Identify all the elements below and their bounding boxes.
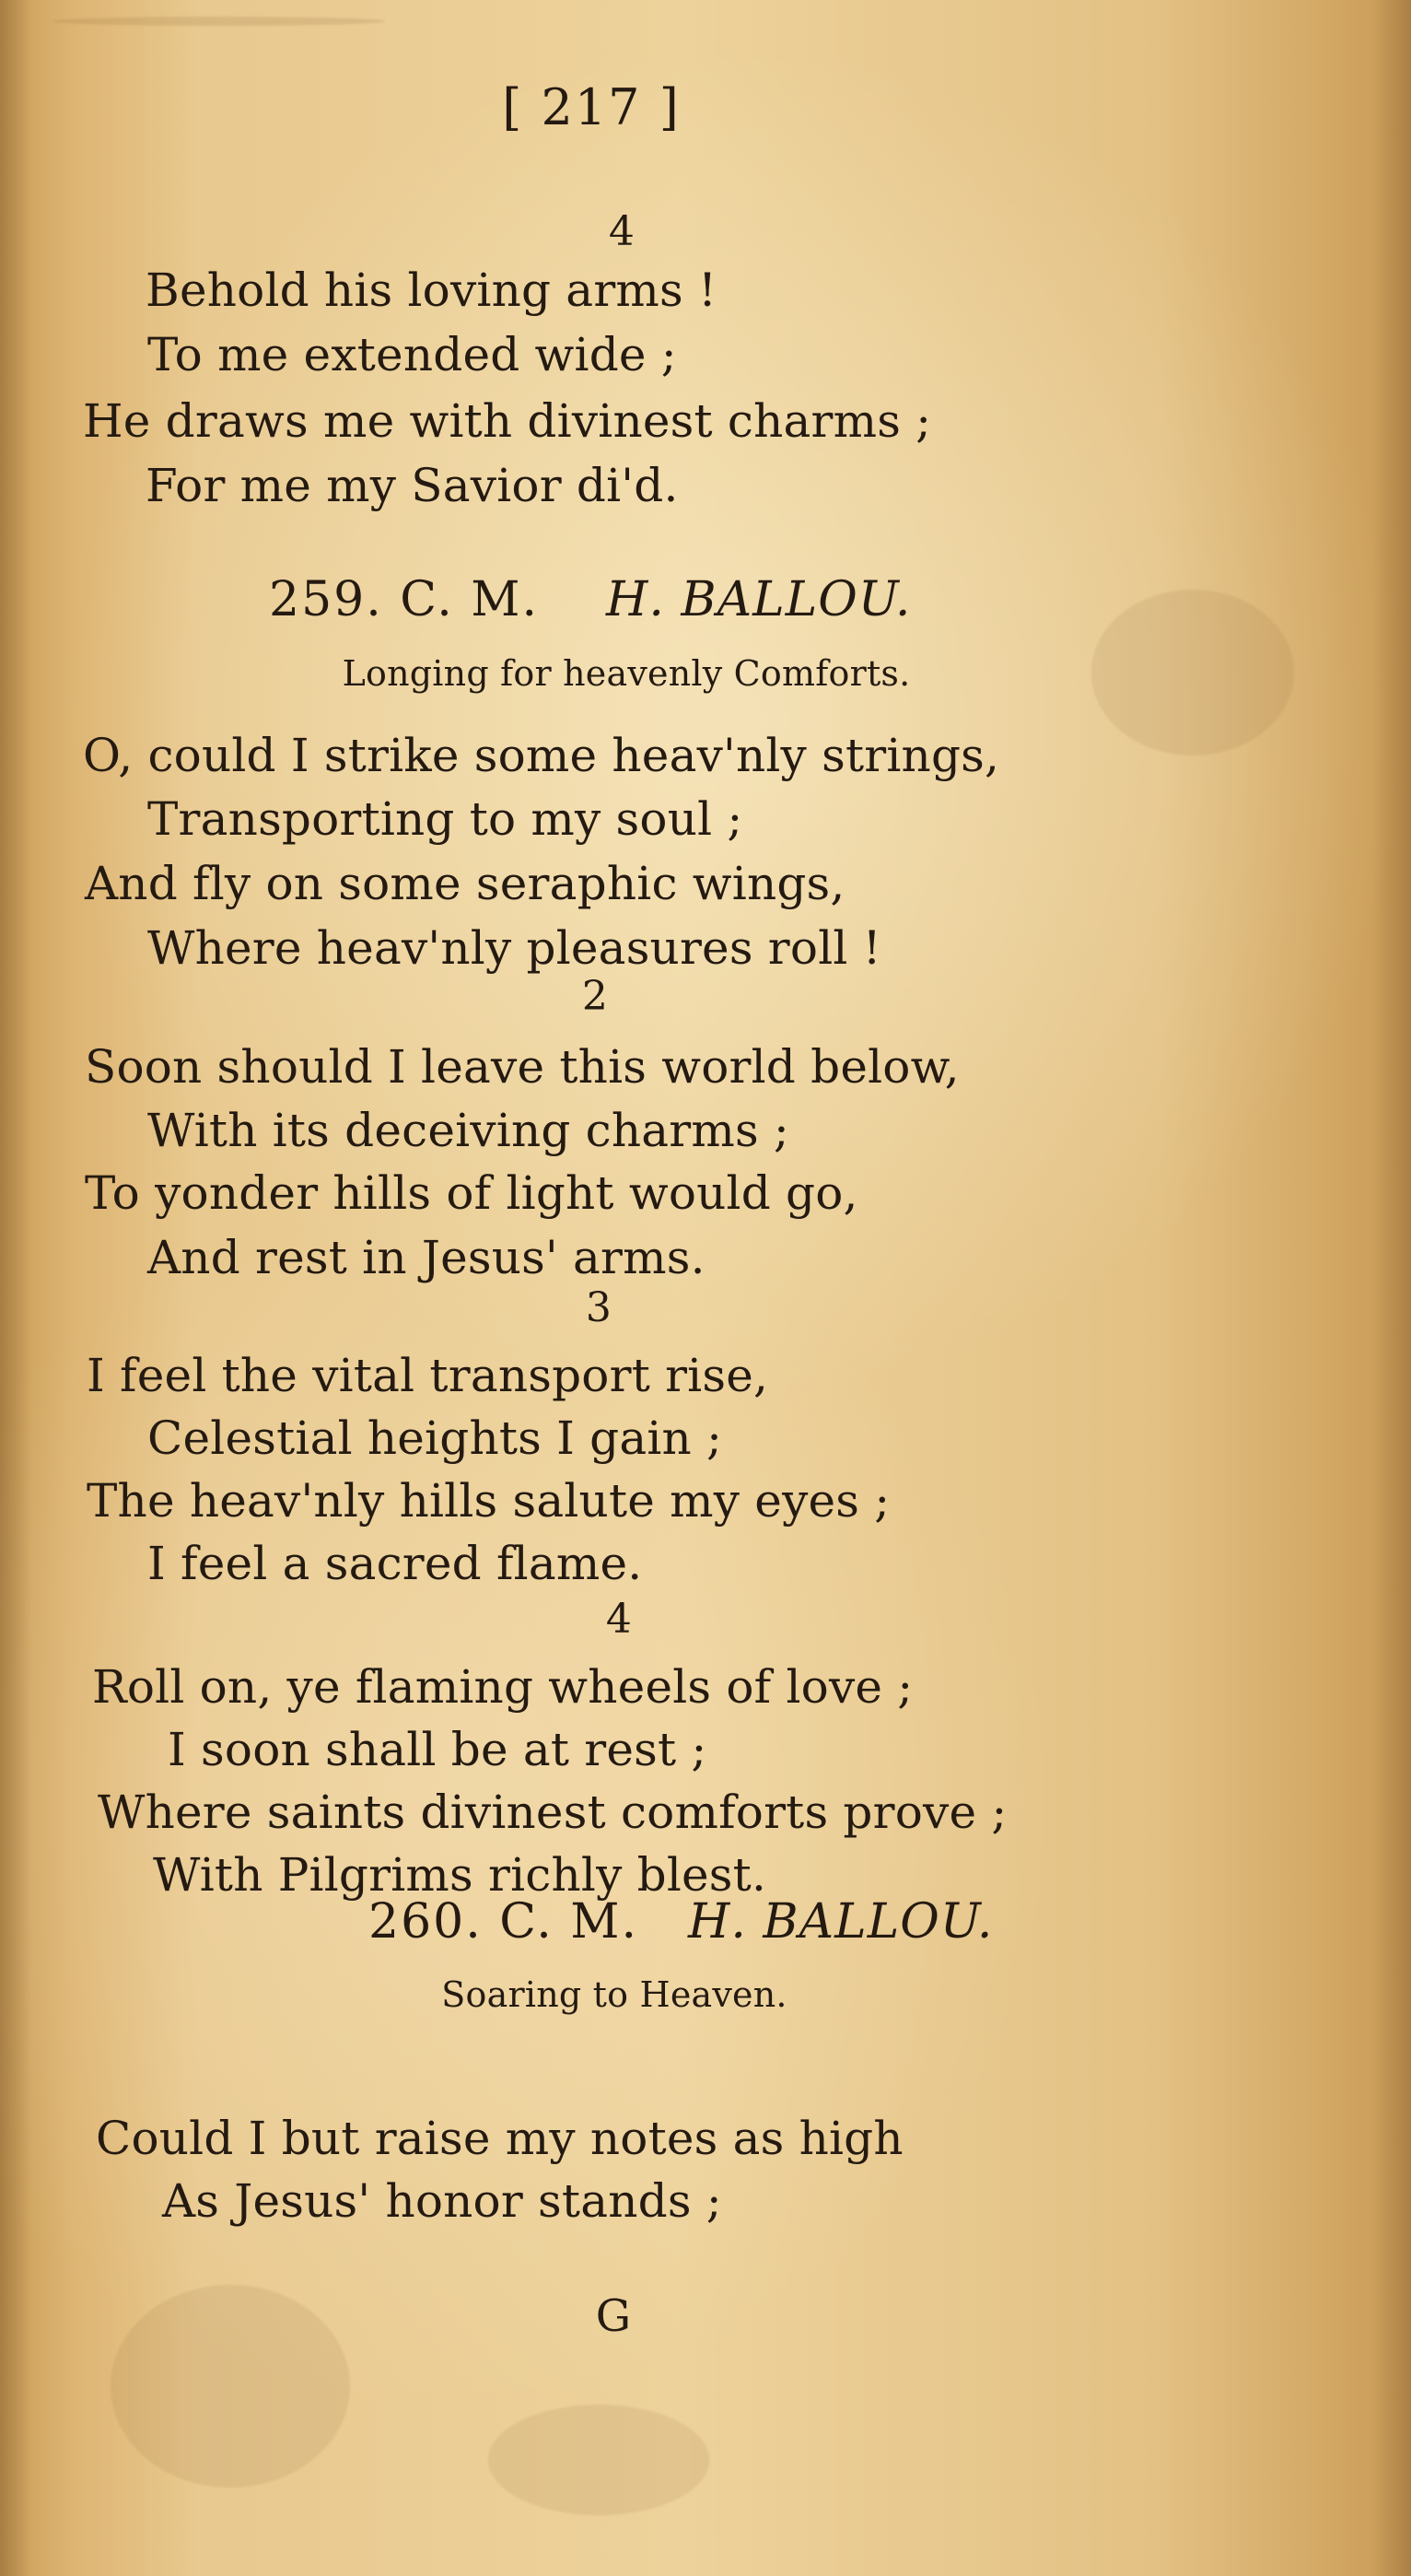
verse-line: Celestial heights I gain ; — [147, 1411, 723, 1465]
verse-line: O, could I strike some heav'nly strings, — [83, 729, 1000, 782]
verse-line: As Jesus' honor stands ; — [162, 2174, 722, 2228]
hymn-number-meter: 260. C. M. — [368, 1894, 639, 1950]
hymn-number-meter: 259. C. M. — [269, 572, 540, 627]
verse-line: And rest in Jesus' arms. — [147, 1231, 706, 1284]
stanza-number: 3 — [585, 1284, 612, 1331]
stanza-number: 2 — [581, 973, 609, 1020]
verse-line: I feel the vital transport rise, — [87, 1349, 769, 1402]
verse-line: I soon shall be at rest ; — [168, 1723, 707, 1776]
verse-line: Soon should I leave this world below, — [85, 1040, 960, 1094]
verse-line: With Pilgrims richly blest. — [153, 1848, 767, 1902]
verse-line: To yonder hills of light would go, — [85, 1166, 858, 1220]
verse-line: To me extended wide ; — [147, 328, 677, 381]
verse-line: Where saints divinest comforts prove ; — [98, 1786, 1008, 1839]
verse-line: He draws me with divinest charms ; — [83, 394, 932, 448]
hymn-author: H. BALLOU. — [688, 1894, 994, 1950]
paper-stain — [1091, 590, 1294, 755]
stanza-number: 4 — [608, 208, 636, 255]
paper-stain — [488, 2405, 709, 2515]
paper-stain — [111, 2285, 350, 2488]
verse-line: The heav'nly hills salute my eyes ; — [87, 1474, 891, 1528]
verse-line: Where heav'nly pleasures roll ! — [147, 921, 881, 975]
paper-stain — [53, 17, 385, 26]
stanza-number: 4 — [605, 1596, 633, 1643]
verse-line: Roll on, ye flaming wheels of love ; — [92, 1660, 914, 1714]
verse-line: I feel a sacred flame. — [147, 1537, 643, 1590]
hymn-subtitle: Soaring to Heaven. — [441, 1974, 787, 2015]
verse-line: With its deceiving charms ; — [147, 1104, 789, 1157]
page-number: [ 217 ] — [502, 78, 681, 136]
verse-line: Behold his loving arms ! — [146, 263, 717, 317]
signature-mark: G — [595, 2290, 632, 2342]
hymn-subtitle: Longing for heavenly Comforts. — [342, 653, 911, 694]
verse-line: And fly on some seraphic wings, — [85, 857, 845, 910]
verse-line: Transporting to my soul ; — [147, 792, 743, 846]
hymn-author: H. BALLOU. — [606, 572, 912, 627]
verse-line: For me my Savior di'd. — [146, 459, 679, 512]
verse-line: Could I but raise my notes as high — [96, 2112, 904, 2165]
